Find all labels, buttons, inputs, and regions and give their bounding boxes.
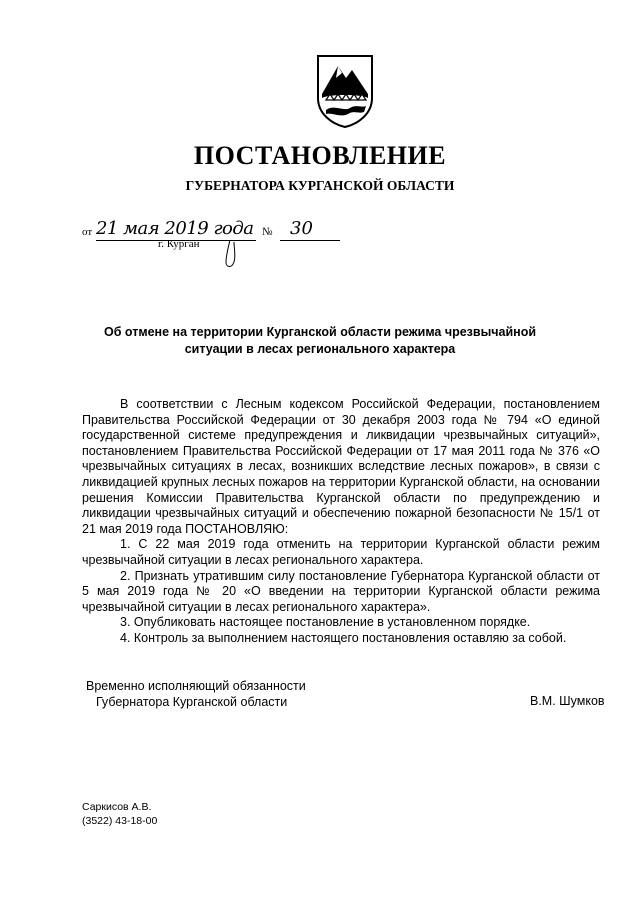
signatory-line-1: Временно исполняющий обязанности	[86, 679, 306, 693]
kurgan-coat-of-arms-icon	[316, 54, 374, 128]
resolution-item-4: 4. Контроль за выполнением настоящего постановления оставляю за собой.	[120, 630, 567, 645]
resolution-item-3: 3. Опубликовать настоящее постановление в установленном порядке.	[120, 615, 531, 630]
signatory-title	[86, 678, 306, 710]
handwritten-number: 30	[290, 218, 313, 239]
resolution-item-2: 2. Признать утратившим силу постановление Губернатора Курганской области от 5 мая 2019 года № 20 «О введении на территории Курганской области режима чрезвычайной ситуации в лесах регионального характера».	[82, 568, 600, 614]
document-body	[82, 397, 600, 647]
document-heading	[90, 324, 550, 358]
document-title: ПОСТАНОВЛЕНИЕ	[193, 141, 447, 170]
preamble-paragraph: В соответствии с Лесным кодексом Российской Федерации, постановлением Правительства Российской Федерации от 30 декабря 2003 года № 794 «О единой государственной системе предупреждения и ликвидации чрезвычайных ситуаций», постановлением Правительства Российской Федерации от 17 мая 2011 года № 376 «О чрезвычайных ситуациях в лесах, возникших вследствие лесных пожаров», в связи с ликвидацией крупных лесных пожаров на территории Курганской области, на основании решения Комиссии Правительства Курганской области по предупреждению и ликвидации чрезвычайных ситуаций и обеспечению пожарной безопасности № 15/1 от 21 мая 2019 года ПОСТАНОВЛЯЮ:	[82, 397, 600, 536]
date-prefix: от	[82, 226, 93, 238]
handwritten-date: 21 мая 2019 года	[96, 218, 254, 239]
number-prefix: №	[262, 226, 273, 238]
heading-line-2: ситуации в лесах регионального характера	[184, 342, 456, 356]
executor-info	[82, 800, 157, 828]
city-label: г. Курган	[158, 238, 200, 250]
number-underline	[280, 240, 340, 241]
signatory-line-2: Губернатора Курганской области	[96, 695, 288, 709]
document-subtitle: ГУБЕРНАТОРА КУРГАНСКОЙ ОБЛАСТИ	[185, 178, 455, 193]
signatory-name: В.М. Шумков	[530, 694, 605, 708]
handwritten-mark	[222, 240, 238, 270]
executor-name: Саркисов А.В.	[82, 801, 152, 813]
executor-phone: (3522) 43-18-00	[82, 815, 158, 827]
heading-line-1: Об отмене на территории Курганской области режима чрезвычайной	[103, 325, 537, 339]
resolution-item-1: 1. С 22 мая 2019 года отменить на территории Курганской области режим чрезвычайной ситуации в лесах регионального характера.	[82, 537, 600, 567]
